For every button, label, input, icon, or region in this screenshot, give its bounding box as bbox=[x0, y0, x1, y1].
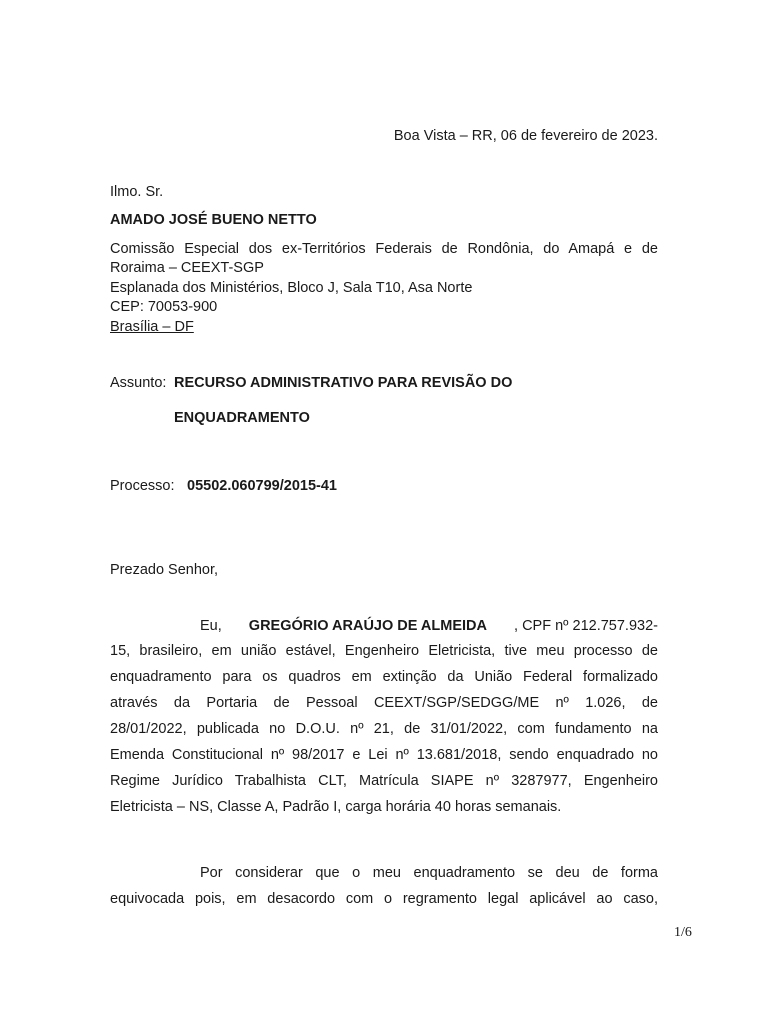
paragraph1-line: Emenda Constitucional nº 98/2017 e Lei nº 13.681/2018, sendo enquadrado no bbox=[110, 747, 658, 763]
paragraph1-name: GREGÓRIO ARAÚJO DE ALMEIDA bbox=[248, 618, 487, 634]
paragraph1-cpf: , CPF nº 212.757.932- bbox=[514, 618, 658, 634]
recipient-cep: CEP: 70053-900 bbox=[110, 299, 218, 315]
paragraph2-line: Por considerar que o meu enquadramento se deu de forma bbox=[200, 865, 658, 881]
paragraph1-line: através da Portaria de Pessoal CEEXT/SGP/SEDGG/ME nº 1.026, de bbox=[110, 695, 658, 711]
paragraph1-line: Eletricista – NS, Classe A, Padrão I, carga horária 40 horas semanais. bbox=[110, 799, 562, 815]
paragraph1-line: 15, brasileiro, em união estável, Engenheiro Eletricista, tive meu processo de bbox=[110, 643, 658, 659]
paragraph1-line: Regime Jurídico Trabalhista CLT, Matrícula SIAPE nº 3287977, Engenheiro bbox=[110, 773, 658, 789]
paragraph1-line: enquadramento para os quadros em extinção da União Federal formalizado bbox=[110, 669, 658, 685]
salutation: Ilmo. Sr. bbox=[110, 184, 164, 200]
recipient-address: Esplanada dos Ministérios, Bloco J, Sala T10, Asa Norte bbox=[110, 280, 473, 296]
page-number: 1/6 bbox=[674, 925, 692, 940]
recipient-name: AMADO JOSÉ BUENO NETTO bbox=[110, 212, 317, 228]
process-number: 05502.060799/2015-41 bbox=[187, 478, 337, 494]
greeting: Prezado Senhor, bbox=[110, 562, 219, 578]
paragraph2-line: equivocada pois, em desacordo com o regramento legal aplicável ao caso, bbox=[110, 891, 658, 907]
paragraph1-prefix: Eu, bbox=[200, 618, 222, 634]
process-label: Processo: bbox=[110, 478, 175, 494]
recipient-city: Brasília – DF bbox=[110, 319, 194, 335]
paragraph1-line: 28/01/2022, publicada no D.O.U. nº 21, de 31/01/2022, com fundamento na bbox=[110, 721, 658, 737]
date-line: Boa Vista – RR, 06 de fevereiro de 2023. bbox=[393, 128, 658, 144]
subject-line1: RECURSO ADMINISTRATIVO PARA REVISÃO DO bbox=[174, 375, 513, 391]
recipient-org-line2: Roraima – CEEXT-SGP bbox=[110, 260, 264, 276]
subject-line2: ENQUADRAMENTO bbox=[174, 410, 310, 426]
recipient-org-line1: Comissão Especial dos ex-Territórios Federais de Rondônia, do Amapá e de bbox=[110, 241, 658, 257]
paragraph1-first-line bbox=[200, 617, 658, 636]
subject-label: Assunto: bbox=[110, 375, 167, 391]
